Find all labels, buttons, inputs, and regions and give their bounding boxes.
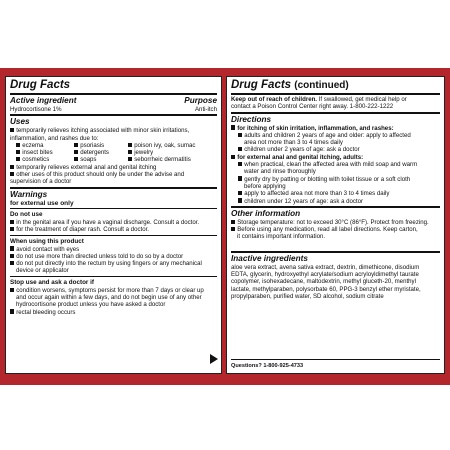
- when-using-item: avoid contact with eyes: [10, 246, 217, 253]
- divider: [10, 235, 217, 236]
- stop-use-item: condition worsens, symptoms persist for more than 7 days or clear up: [10, 287, 217, 294]
- bullet-icon: [74, 143, 78, 147]
- do-not-use-item: in the genital area if you have a vaginal discharge. Consult a doctor.: [10, 219, 217, 226]
- bullet-icon: [10, 254, 14, 258]
- cause-item: seborrheic dermatitis: [128, 156, 217, 163]
- drug-facts-panel-left: [5, 76, 222, 374]
- bullet-icon: [128, 150, 132, 154]
- direction-item: children under 12 years of age: ask a doctor: [231, 198, 440, 205]
- divider: [10, 93, 217, 95]
- bullet-icon: [128, 143, 132, 147]
- do-not-use-item: for the treatment of diaper rash. Consult a doctor.: [10, 226, 217, 233]
- direction-item-cont: area not more than 3 to 4 times daily: [244, 139, 343, 147]
- cause-item: detergents: [74, 149, 128, 156]
- bullet-icon: [16, 157, 20, 161]
- cause-item: poison ivy, oak, sumac: [128, 142, 217, 149]
- ingredient-purpose: Anti-itch: [194, 106, 217, 113]
- when-using-item-cont: device or applicator: [16, 267, 69, 275]
- stop-use-item-cont: hydrocortisone product unless you have asked a doctor: [16, 301, 166, 309]
- bullet-icon: [128, 157, 132, 161]
- bullet-icon: [10, 172, 14, 176]
- bullet-icon: [231, 227, 235, 231]
- divider: [10, 276, 217, 277]
- divider: [10, 208, 217, 209]
- bullet-icon: [238, 162, 242, 166]
- cause-item: cosmetics: [16, 156, 74, 163]
- bullet-icon: [10, 246, 14, 250]
- direction-item-cont: before applying: [244, 182, 286, 190]
- direction-item: adults and children 2 years of age and older: apply to affected: [231, 132, 440, 139]
- bullet-icon: [74, 157, 78, 161]
- when-using-item: do not use more than directed unless told to do so by a doctor: [10, 253, 217, 260]
- bullet-icon: [16, 150, 20, 154]
- continue-arrow-icon: [210, 354, 218, 364]
- stop-use-heading: Stop use and ask a doctor if: [10, 278, 94, 286]
- inactive-ingredients-heading: Inactive ingredients: [231, 253, 308, 263]
- bullet-icon: [10, 261, 14, 265]
- bullet-icon: [16, 143, 20, 147]
- divider: [10, 187, 217, 189]
- divider: [10, 114, 217, 116]
- divider: [231, 206, 440, 208]
- bullet-icon: [10, 227, 14, 231]
- questions-footer: [231, 358, 440, 370]
- cause-item: jewelry: [128, 149, 217, 156]
- use-item: temporarily relieves external anal and genital itching: [10, 164, 217, 171]
- stop-use-item: rectal bleeding occurs: [10, 309, 217, 316]
- bullet-icon: [238, 133, 242, 137]
- cause-item: psoriasis: [74, 142, 128, 149]
- keep-out-warning-cont: contact a Poison Control Center right away. 1-800-222-1222: [231, 103, 394, 111]
- drug-facts-title: Drug Facts: [10, 79, 71, 91]
- divider: [231, 93, 440, 95]
- active-ingredient-label: Active ingredient: [10, 96, 77, 105]
- other-info-item: Before using any medication, read all label directions. Keep carton,: [231, 226, 440, 233]
- bullet-icon: [10, 128, 14, 132]
- directions-heading: Directions: [231, 114, 272, 124]
- divider: [231, 112, 440, 114]
- other-information-heading: Other information: [231, 208, 301, 218]
- use-item-cont: inflammation, and rashes due to:: [10, 134, 99, 142]
- bullet-icon: [10, 288, 14, 292]
- direction-item: children under 2 years of age: ask a doctor: [231, 146, 440, 153]
- cause-item: insect bites: [16, 149, 74, 156]
- cause-item: eczema: [16, 142, 74, 149]
- direction-item: when practical, clean the affected area with mild soap and warm: [231, 161, 440, 168]
- cause-item: soaps: [74, 156, 128, 163]
- directions-subhead: for itching of skin irritation, inflammation, and rashes:: [231, 125, 440, 132]
- use-item-cont: supervision of a doctor: [10, 178, 72, 186]
- uses-heading: Uses: [10, 117, 30, 127]
- bullet-icon: [231, 220, 235, 224]
- bullet-icon: [238, 198, 242, 202]
- bullet-icon: [10, 309, 14, 313]
- ingredient-row: [10, 106, 217, 113]
- use-item: temporarily relieves itching associated with minor skin irritations,: [10, 127, 217, 134]
- direction-item: gently dry by patting or blotting with toilet tissue or a soft cloth: [231, 176, 440, 183]
- bullet-icon: [74, 150, 78, 154]
- active-ingredient-header: [10, 96, 217, 106]
- bullet-icon: [238, 191, 242, 195]
- drug-facts-continued-title: Drug Facts (continued): [231, 79, 349, 91]
- ingredient-name: Hydrocortisone 1%: [10, 106, 62, 113]
- other-info-item-cont: it contains important information.: [237, 233, 326, 241]
- warnings-heading: Warnings: [10, 189, 48, 199]
- other-info-item: Storage temperature: not to exceed 30°C (86°F). Protect from freezing.: [231, 219, 440, 226]
- direction-item: apply to affected area not more than 3 to 4 times daily: [231, 190, 440, 197]
- external-use-warning: for external use only: [10, 199, 74, 207]
- do-not-use-heading: Do not use: [10, 210, 43, 218]
- stop-use-item-cont: and occur again within a few days, and do not begin use of any other: [16, 294, 202, 302]
- bullet-icon: [10, 220, 14, 224]
- bullet-icon: [10, 165, 14, 169]
- direction-item-cont: water and rinse thoroughly: [244, 168, 316, 176]
- drug-facts-panel-right: [226, 76, 445, 374]
- use-item: other uses of this product should only be under the advise and: [10, 171, 217, 178]
- bullet-icon: [231, 155, 235, 159]
- when-using-heading: When using this product: [10, 237, 84, 245]
- inactive-ingredients-text: aloe vera extract, avena sativa extract, dextrin, dimethicone, disodium EDTA, glycerin, hydroxyethyl acrylate/sodium acryloyldimethyl taurate copolymer, isohexadecane, maltodextrin, methyl gluceth-20, menthyl lactate, methylparaben, polysorbate 60, PPG-3 benzyl ether myristate, propylparaben, purified water, SD alcohol, sodium citrate: [231, 263, 421, 300]
- bullet-icon: [238, 147, 242, 151]
- bullet-icon: [238, 176, 242, 180]
- questions-phone: Questions? 1-800-925-4733: [231, 362, 304, 369]
- directions-subhead: for external anal and genital itching, adults:: [231, 154, 440, 161]
- divider: [231, 251, 440, 253]
- keep-out-warning: Keep out of reach of children. If swallowed, get medical help or: [231, 96, 407, 103]
- divider: [231, 359, 440, 360]
- when-using-item: do not put directly into the rectum by using fingers or any mechanical: [10, 260, 217, 267]
- causes-grid: [10, 142, 217, 164]
- purpose-label: Purpose: [184, 96, 217, 105]
- bullet-icon: [231, 125, 235, 129]
